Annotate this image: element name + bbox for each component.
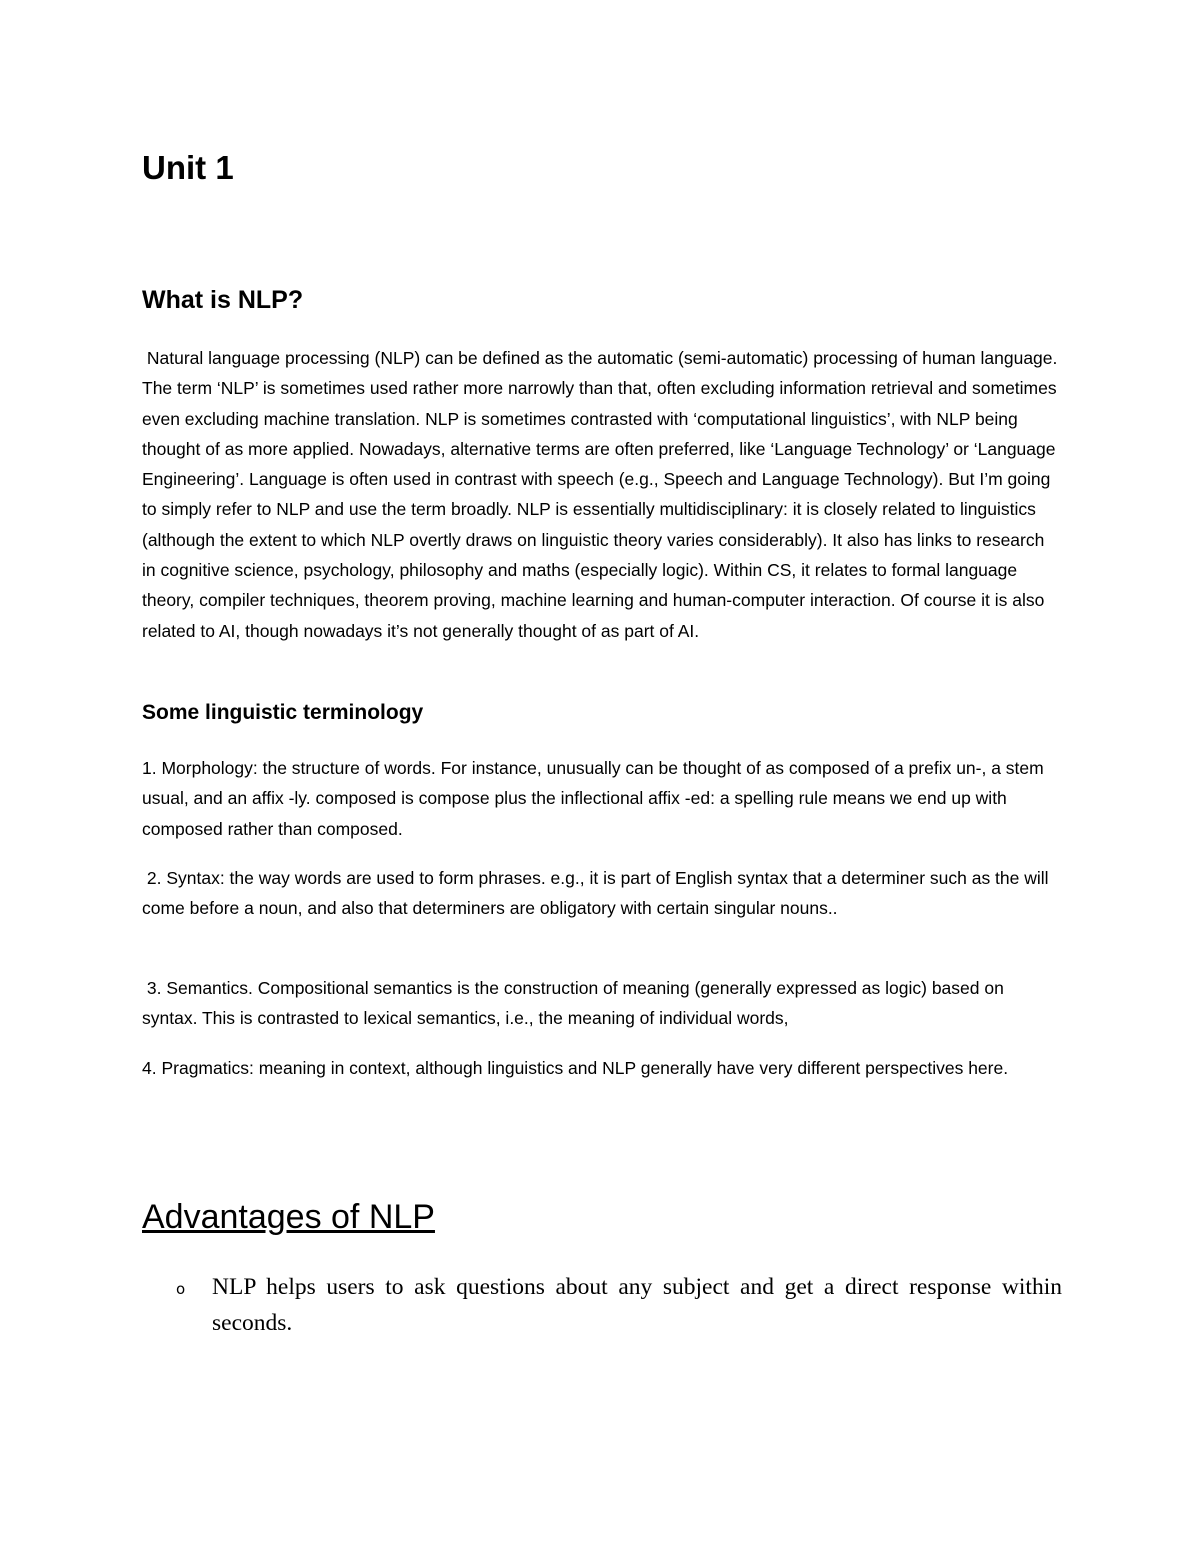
terminology-item-pragmatics: 4. Pragmatics: meaning in context, although linguistics and NLP generally have very different perspectives here. <box>142 1058 1009 1078</box>
terminology-item-morphology: 1. Morphology: the structure of words. For instance, unusually can be thought of as composed of a prefix un-, a stem usual, and an affix -ly. composed is compose plus the inflectional affix -ed: a spelling rule means we end up with composed rather than composed. <box>142 758 1049 839</box>
advantage-text: NLP helps users to ask questions about any subject and get a direct response within seconds. <box>212 1274 1062 1336</box>
terminology-heading: Some linguistic terminology <box>142 701 424 724</box>
advantages-heading: Advantages of NLP <box>142 1198 435 1236</box>
terminology-item-syntax: 2. Syntax: the way words are used to form phrases. e.g., it is part of English syntax that a determiner such as the will come before a noun, and also that determiners are obligatory with certain singular nouns.. <box>142 868 1054 919</box>
terminology-item-semantics: 3. Semantics. Compositional semantics is the construction of meaning (generally expressed as logic) based on syntax. This is contrasted to lexical semantics, i.e., the meaning of individual words, <box>142 978 1009 1029</box>
unit-heading: Unit 1 <box>142 149 234 186</box>
circle-bullet-icon: o <box>176 1280 186 1298</box>
what-is-nlp-heading: What is NLP? <box>142 286 304 314</box>
intro-paragraph: Natural language processing (NLP) can be defined as the automatic (semi-automatic) processing of human language. The term ‘NLP’ is sometimes used rather more narrowly than that, often excluding information retrieval and sometimes even excluding machine translation. NLP is sometimes contrasted with ‘computational linguistics’, with NLP being thought of as more applied. Nowadays, alternative terms are often preferred, like ‘Language Technology’ or ‘Language Engineering’. Language is often used in contrast with speech (e.g., Speech and Language Technology). But I’m going to simply refer to NLP and use the term broadly. NLP is essentially multidisciplinary: it is closely related to linguistics (although the extent to which NLP overtly draws on linguistic theory varies considerably). It also has links to research in cognitive science, psychology, philosophy and maths (especially logic). Within CS, it relates to formal language theory, compiler techniques, theorem proving, machine learning and human-computer interaction. Of course it is also related to AI, though nowadays it’s not generally thought of as part of AI. <box>142 348 1062 641</box>
advantage-item <box>142 1269 1062 1341</box>
advantages-list <box>142 1269 1062 1341</box>
